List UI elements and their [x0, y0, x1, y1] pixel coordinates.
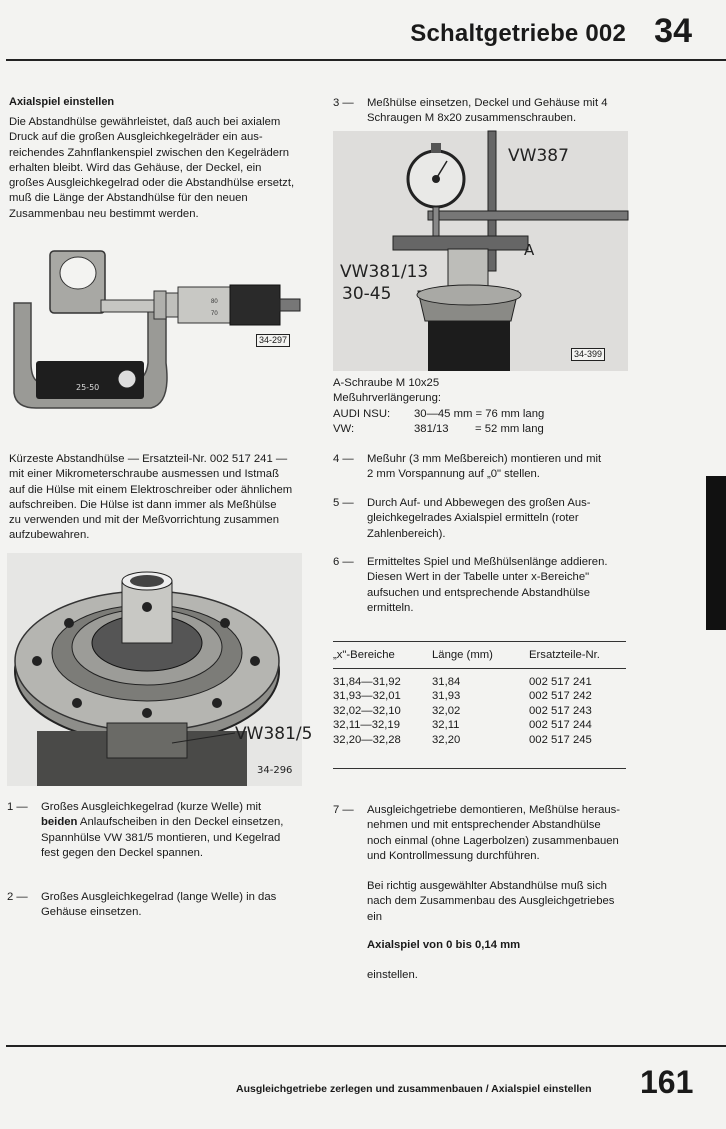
- table-header-row: „x"-Bereiche Länge (mm) Ersatzteile-Nr.: [333, 649, 600, 661]
- footer-text: Ausgleichgetriebe zerlegen und zusammenbauen / Axialspiel einstellen: [236, 1083, 592, 1095]
- figure-code-34-296: 34-296: [257, 765, 293, 776]
- table-row: 31,84—31,92 31,84 002 517 241: [333, 675, 592, 688]
- table-top-rule: [333, 641, 626, 642]
- section-thumb-tab: [706, 476, 726, 630]
- table-row: 32,20—32,28 32,20 002 517 245: [333, 733, 592, 746]
- label-30-45: 30-45: [342, 284, 392, 304]
- svg-text:70: 70: [211, 311, 218, 317]
- table-header-rule: [333, 668, 626, 669]
- label-vw381-5: VW381/5: [235, 724, 313, 744]
- figure-code-34-297: 34-297: [256, 334, 290, 347]
- section-heading: Axialspiel einstellen: [9, 96, 115, 108]
- figure-caption: A-Schraube M 10x25 Meßuhrverlängerung: AUDI NSU: 30—45 mm = 76 mm lang VW: 381/13 = 52 mm lang: [333, 377, 545, 435]
- table-row: 32,02—32,10 32,02 002 517 243: [333, 704, 592, 717]
- micrometer-scale-label: 25-50: [76, 383, 100, 392]
- dial-gauge-figure: [333, 131, 628, 371]
- note-paragraph: Bei richtig ausgewählter Abstandhülse muß sich nach dem Zusammenbau des Ausgleichgetriebes ein: [367, 880, 615, 923]
- axial-play-spec: Axialspiel von 0 bis 0,14 mm: [367, 939, 521, 951]
- final-instruction: einstellen.: [367, 969, 418, 981]
- footer-rule: [6, 1045, 726, 1047]
- intro-paragraph: Die Abstandhülse gewährleistet, daß auch bei axialem Druck auf die großen Ausgleichkegelräder ein aus- reichendes Zahnflankenspiel zwischen den Kegelrädern erhalten bleibt. Wird das Gehäuse, der Deckel, ein großes Ausgleichkegelrad oder die Abstandhülse ersetzt, muß die Länge der Abstandhülse für den neuen Zusammenbau neu bestimmt werden.: [9, 116, 295, 220]
- figure-code-34-399: 34-399: [571, 348, 605, 361]
- page-number: 161: [640, 1064, 694, 1100]
- differential-cover-figure: [7, 553, 313, 786]
- svg-text:80: 80: [211, 299, 218, 305]
- header-rule: [6, 59, 726, 61]
- spacer-table: [333, 648, 600, 748]
- page-header-title: Schaltgetriebe 002: [410, 20, 626, 47]
- table-bottom-rule: [333, 768, 626, 769]
- table-row: 32,11—32,19 32,11 002 517 244: [333, 719, 592, 732]
- table-row: 31,93—32,01 31,93 002 517 242: [333, 690, 592, 703]
- label-vw387: VW387: [508, 146, 569, 166]
- micrometer-figure: [6, 243, 306, 413]
- section-number: 34: [654, 12, 692, 50]
- label-vw381-13: VW381/13: [340, 262, 429, 282]
- hulse-paragraph: Kürzeste Abstandhülse — Ersatzteil-Nr. 002 517 241 — mit einer Mikrometerschraube ausmessen und Istmaß auf die Hülse mit einem Elektroschreiber oder ähnlichem aufschreiben. Die Hülse ist dann immer als Meßhülse zu verwenden und mit der Meßvorrichtung zusammen aufzubewahren.: [9, 453, 293, 542]
- label-a: A: [524, 241, 535, 259]
